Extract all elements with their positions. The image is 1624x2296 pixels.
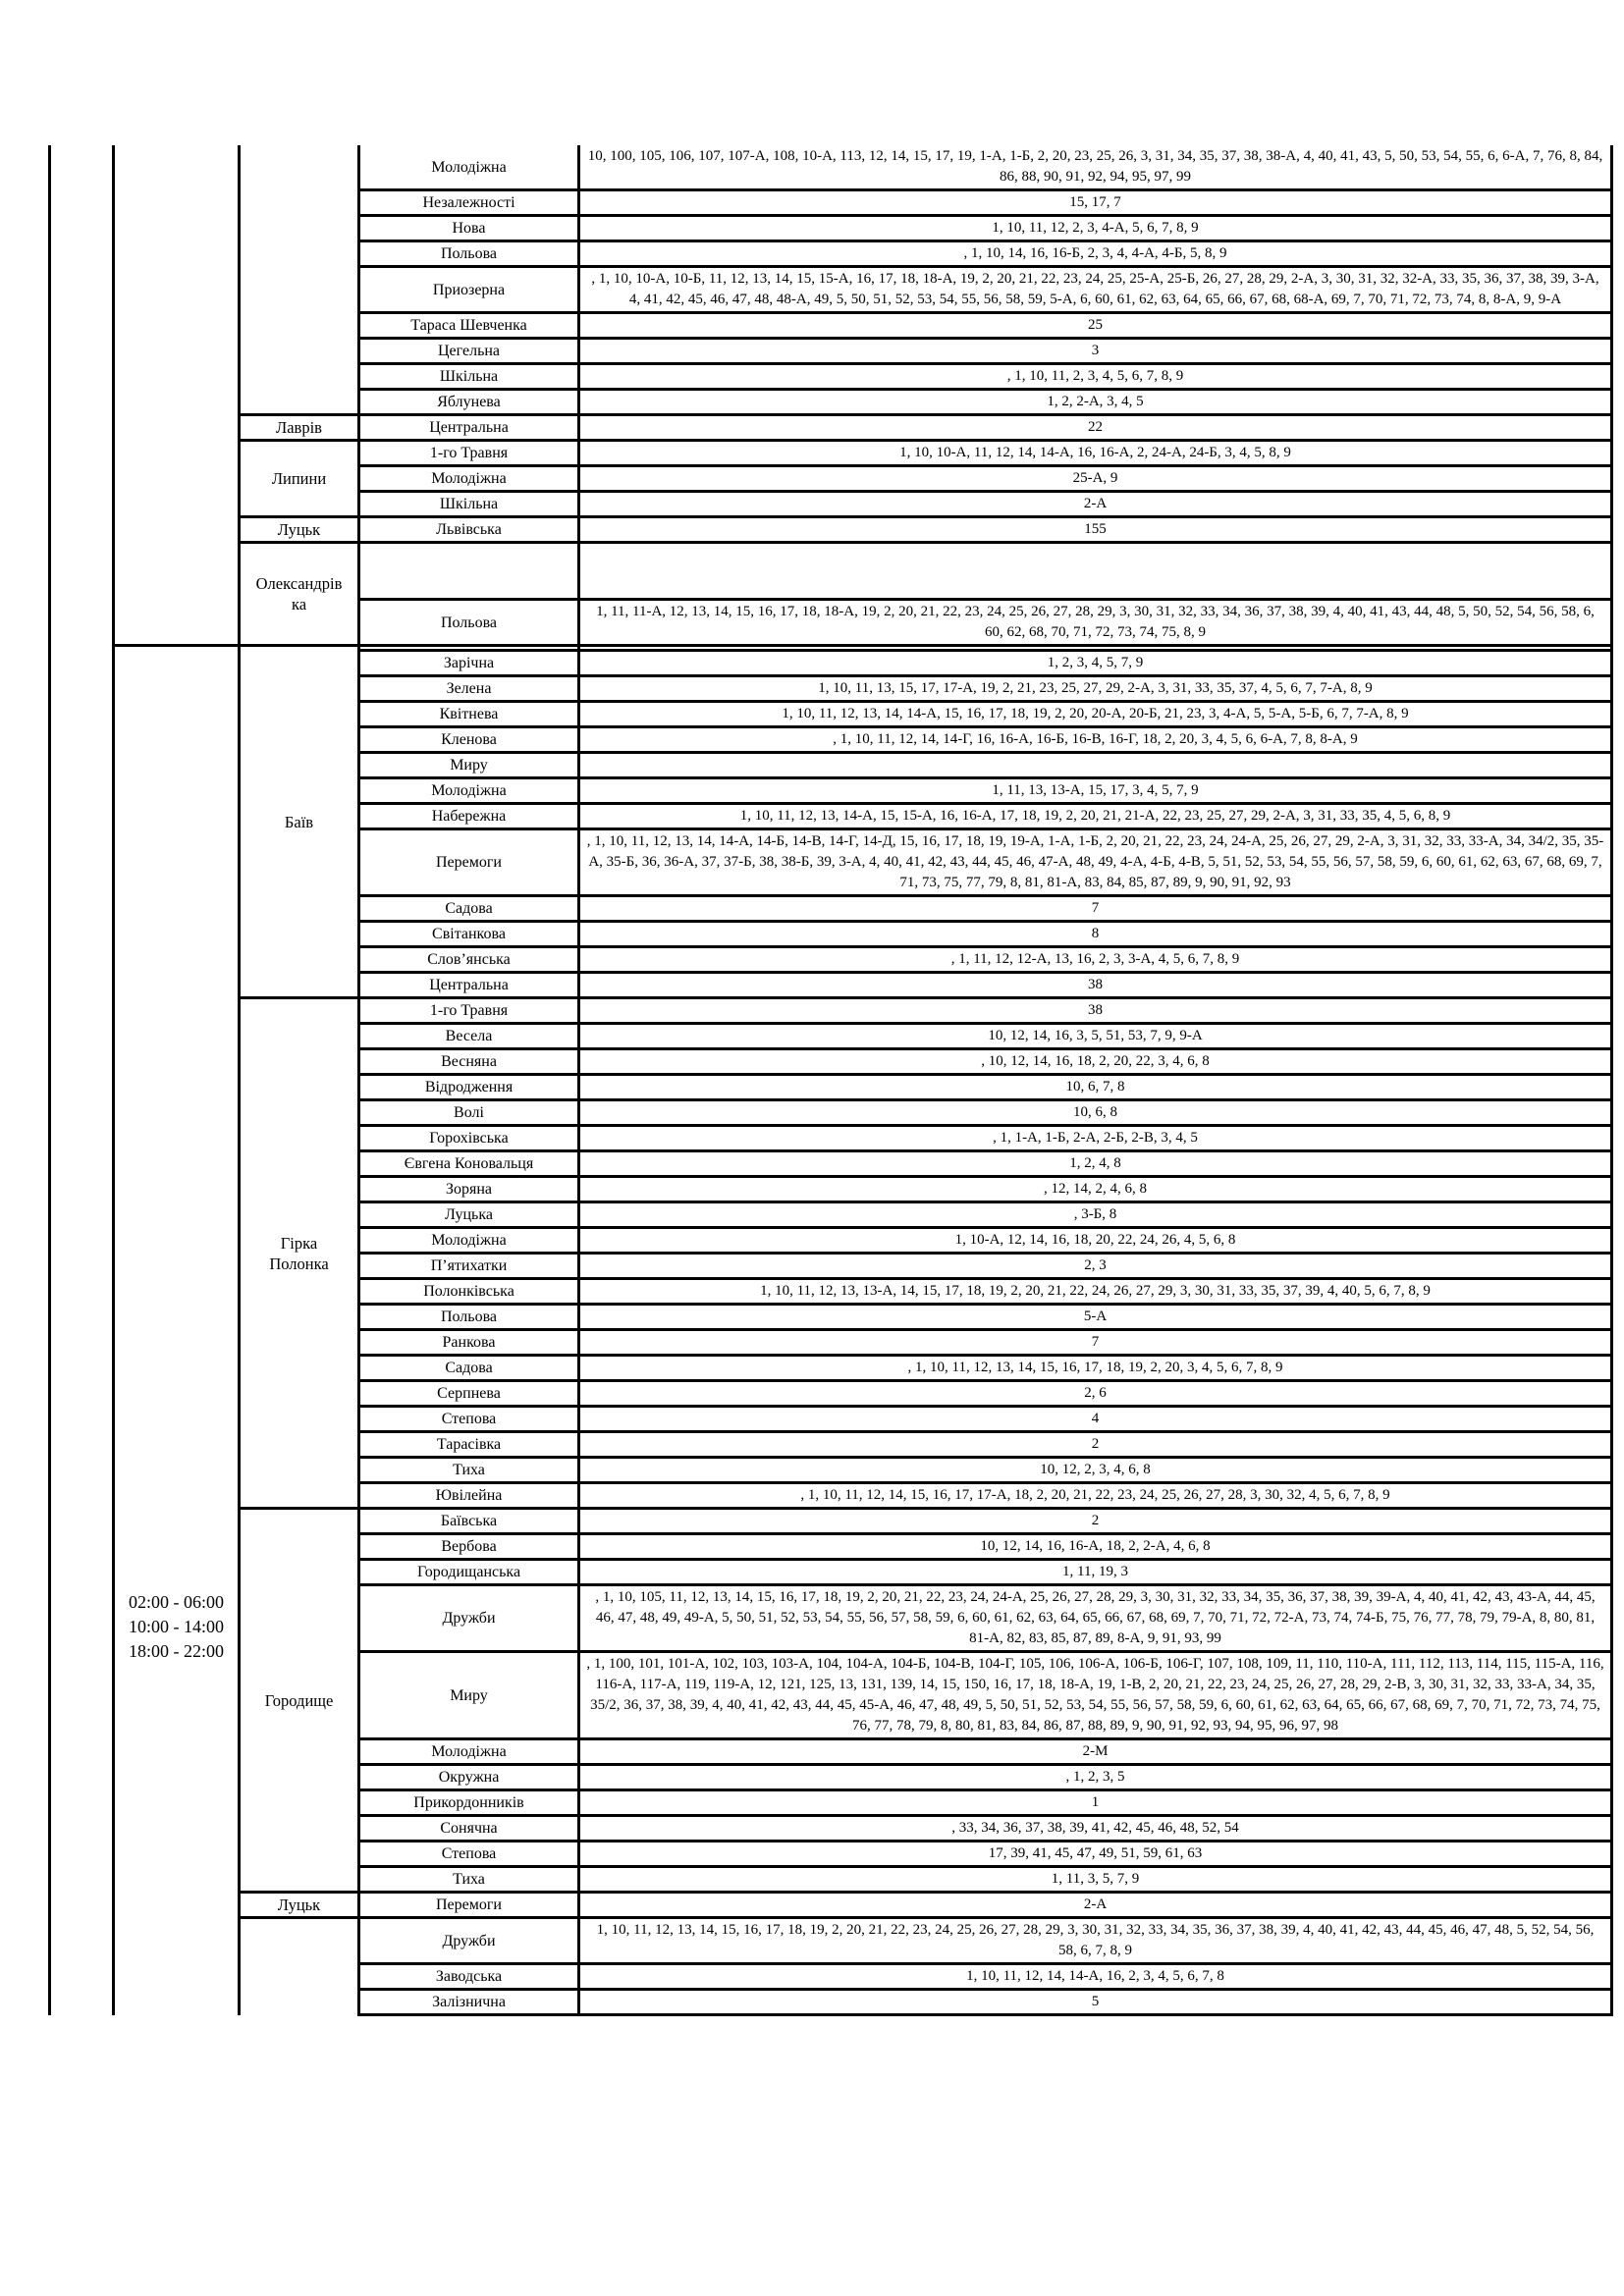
street-name-cell: Миру xyxy=(359,1652,579,1739)
house-numbers-cell: 2 xyxy=(579,1509,1612,1534)
street-name-cell xyxy=(359,543,579,600)
house-numbers-cell: 1, 2, 3, 4, 5, 7, 9 xyxy=(579,651,1612,676)
street-name-cell: Серпнева xyxy=(359,1381,579,1407)
house-numbers-cell: 25 xyxy=(579,313,1612,339)
house-numbers-cell: 10, 6, 7, 8 xyxy=(579,1075,1612,1100)
time-slot-cell-carryover xyxy=(114,145,240,646)
street-name-cell: Євгена Коновальця xyxy=(359,1151,579,1177)
house-numbers-cell: , 12, 14, 2, 4, 6, 8 xyxy=(579,1177,1612,1202)
house-numbers-cell: , 1, 10, 105, 11, 12, 13, 14, 15, 16, 17, 18, 19, 2, 20, 21, 22, 23, 24, 24-А, 25, 26, 27, 28, 29, 3, 30, 31, 32, 33, 34, 35, 36, 37, 38, 39, 39-А, 4, 40, 41, 42, 43, 43-А, 44, 45, 46, 47, 48, 49, 49-А, 5, 50, 51, 52, 53, 54, 55, 56, 57, 58, 59, 6, 60, 61, 62, 63, 64, 65, 66, 67, 68, 69, 7, 70, 71, 72, 72-А, 73, 74, 74-Б, 75, 76, 77, 78, 79, 79-А, 8, 80, 81, 81-А, 82, 83, 85, 87, 89, 8-А, 9, 91, 93, 99 xyxy=(579,1585,1612,1652)
time-slot: 18:00 - 22:00 xyxy=(129,1641,224,1661)
house-numbers-cell: 1, 10-А, 12, 14, 16, 18, 20, 22, 24, 26, 4, 5, 6, 8 xyxy=(579,1228,1612,1254)
street-name-cell: Зелена xyxy=(359,676,579,702)
street-name-cell: Перемоги xyxy=(359,829,579,896)
house-numbers-cell: , 1, 10, 14, 16, 16-Б, 2, 3, 4, 4-А, 4-Б, 5, 8, 9 xyxy=(579,241,1612,267)
house-numbers-cell: 2 xyxy=(579,1432,1612,1458)
street-name-cell: Незалежності xyxy=(359,190,579,216)
house-numbers-cell: 3 xyxy=(579,339,1612,364)
street-name-cell: Приозерна xyxy=(359,267,579,313)
house-numbers-cell: 22 xyxy=(579,415,1612,441)
house-numbers-cell: 1, 10, 10-А, 11, 12, 14, 14-А, 16, 16-А, 2, 24-А, 24-Б, 3, 4, 5, 8, 9 xyxy=(579,441,1612,466)
street-name-cell: 1-го Травня xyxy=(359,441,579,466)
street-name-cell: Світанкова xyxy=(359,922,579,947)
street-name-cell: Городищанська xyxy=(359,1560,579,1585)
street-name-cell: Ранкова xyxy=(359,1330,579,1356)
street-name-cell: Окружна xyxy=(359,1765,579,1790)
house-numbers-cell: 8 xyxy=(579,922,1612,947)
street-name-cell: Луцька xyxy=(359,1202,579,1228)
street-name-cell: Весела xyxy=(359,1024,579,1049)
house-numbers-cell: , 1, 10, 11, 2, 3, 4, 5, 6, 7, 8, 9 xyxy=(579,364,1612,390)
settlement-cell: Гірка Полонка xyxy=(240,998,359,1509)
house-numbers-cell: 1, 10, 11, 12, 13, 14-А, 15, 15-А, 16, 16-А, 17, 18, 19, 2, 20, 21, 21-А, 22, 23, 25, 27, 29, 2-А, 3, 31, 33, 35, 4, 5, 6, 8, 9 xyxy=(579,804,1612,829)
house-numbers-cell: 10, 12, 14, 16, 16-А, 18, 2, 2-А, 4, 6, 8 xyxy=(579,1534,1612,1560)
house-numbers-cell: 1, 2, 2-А, 3, 4, 5 xyxy=(579,390,1612,415)
street-name-cell: Польова xyxy=(359,241,579,267)
house-numbers-cell: 4 xyxy=(579,1407,1612,1432)
house-numbers-cell: 1, 10, 11, 12, 13, 13-А, 14, 15, 17, 18, 19, 2, 20, 21, 22, 24, 26, 27, 29, 3, 30, 31, 33, 35, 37, 39, 4, 40, 5, 6, 7, 8, 9 xyxy=(579,1279,1612,1305)
street-name-cell: Степова xyxy=(359,1407,579,1432)
street-name-cell: Львівська xyxy=(359,517,579,543)
street-name-cell: Відродження xyxy=(359,1075,579,1100)
street-name-cell: Квітнева xyxy=(359,702,579,727)
house-numbers-cell: 25-А, 9 xyxy=(579,466,1612,492)
street-name-cell: Кленова xyxy=(359,727,579,753)
time-slot: 10:00 - 14:00 xyxy=(129,1617,224,1636)
street-name-cell: 1-го Травня xyxy=(359,998,579,1024)
street-name-cell: Молодіжна xyxy=(359,145,579,190)
table-row xyxy=(50,1509,1612,1534)
house-numbers-cell: 1 xyxy=(579,1790,1612,1816)
street-name-cell: Набережна xyxy=(359,804,579,829)
house-numbers-cell: 10, 6, 8 xyxy=(579,1100,1612,1126)
street-name-cell: Польова xyxy=(359,1305,579,1330)
settlement-cell: Баїв xyxy=(240,646,359,998)
street-name-cell: Залізнична xyxy=(359,1990,579,2015)
street-name-cell: Тарасівка xyxy=(359,1432,579,1458)
house-numbers-cell: 1, 11, 11-А, 12, 13, 14, 15, 16, 17, 18, 18-А, 19, 2, 20, 21, 22, 23, 24, 25, 26, 27, 28, 29, 3, 30, 31, 32, 33, 34, 36, 37, 38, 39, 4, 40, 41, 43, 44, 48, 5, 50, 52, 54, 56, 58, 6, 60, 62, 68, 70, 71, 72, 73, 74, 75, 8, 9 xyxy=(579,600,1612,646)
street-name-cell: Молодіжна xyxy=(359,466,579,492)
house-numbers-cell: 7 xyxy=(579,1330,1612,1356)
table-row xyxy=(50,415,1612,441)
house-numbers-cell xyxy=(579,543,1612,600)
house-numbers-cell: 17, 39, 41, 45, 47, 49, 51, 59, 61, 63 xyxy=(579,1842,1612,1867)
house-numbers-cell: 2, 3 xyxy=(579,1254,1612,1279)
street-name-cell: Вербова xyxy=(359,1534,579,1560)
house-numbers-cell: 5-А xyxy=(579,1305,1612,1330)
street-name-cell: Нова xyxy=(359,216,579,241)
house-numbers-cell: 38 xyxy=(579,998,1612,1024)
house-numbers-cell: 10, 100, 105, 106, 107, 107-А, 108, 10-А, 113, 12, 14, 15, 17, 19, 1-А, 1-Б, 2, 20, 23, 25, 26, 3, 31, 34, 35, 37, 38, 38-А, 4, 40, 41, 43, 5, 50, 53, 54, 55, 6, 6-А, 7, 76, 8, 84, 86, 88, 90, 91, 92, 94, 95, 97, 99 xyxy=(579,145,1612,190)
table-row xyxy=(50,1893,1612,1918)
settlement-cell xyxy=(240,145,359,415)
street-name-cell: Зарічна xyxy=(359,651,579,676)
left-margin-column xyxy=(50,145,114,2015)
settlement-cell: Липини xyxy=(240,441,359,517)
street-name-cell: Центральна xyxy=(359,415,579,441)
house-numbers-cell: 10, 12, 2, 3, 4, 6, 8 xyxy=(579,1458,1612,1483)
house-numbers-cell: , 1, 10, 10-А, 10-Б, 11, 12, 13, 14, 15, 15-А, 16, 17, 18, 18-А, 19, 2, 20, 21, 22, 23, 24, 25, 25-А, 25-Б, 26, 27, 28, 29, 2-А, 3, 30, 31, 32, 32-А, 33, 35, 36, 37, 38, 39, 3-А, 4, 41, 42, 45, 46, 47, 48, 48-А, 49, 5, 50, 51, 52, 53, 54, 55, 56, 58, 59, 5-А, 6, 60, 61, 62, 63, 64, 65, 66, 67, 68, 68-А, 69, 7, 70, 71, 72, 73, 74, 8, 8-А, 9, 9-А xyxy=(579,267,1612,313)
table-row xyxy=(50,543,1612,600)
house-numbers-cell: , 1, 10, 11, 12, 13, 14, 15, 16, 17, 18, 19, 2, 20, 3, 4, 5, 6, 7, 8, 9 xyxy=(579,1356,1612,1381)
house-numbers-cell: 1, 11, 19, 3 xyxy=(579,1560,1612,1585)
house-numbers-cell: , 3-Б, 8 xyxy=(579,1202,1612,1228)
table-row xyxy=(50,998,1612,1024)
street-name-cell: Садова xyxy=(359,1356,579,1381)
street-name-cell: Волі xyxy=(359,1100,579,1126)
house-numbers-cell: 10, 12, 14, 16, 3, 5, 51, 53, 7, 9, 9-А xyxy=(579,1024,1612,1049)
house-numbers-cell: 1, 11, 3, 5, 7, 9 xyxy=(579,1867,1612,1893)
street-name-cell: Зоряна xyxy=(359,1177,579,1202)
time-slot: 02:00 - 06:00 xyxy=(129,1592,224,1612)
street-name-cell: Цегельна xyxy=(359,339,579,364)
street-name-cell: Яблунева xyxy=(359,390,579,415)
house-numbers-cell: 38 xyxy=(579,973,1612,998)
house-numbers-cell: , 33, 34, 36, 37, 38, 39, 41, 42, 45, 46, 48, 52, 54 xyxy=(579,1816,1612,1842)
street-name-cell: П’ятихатки xyxy=(359,1254,579,1279)
settlement-cell: Луцьк xyxy=(240,1893,359,1918)
house-numbers-cell: 15, 17, 7 xyxy=(579,190,1612,216)
street-name-cell: Полонківська xyxy=(359,1279,579,1305)
street-name-cell: Перемоги xyxy=(359,1893,579,1918)
house-numbers-cell: 1, 10, 11, 12, 13, 14, 14-А, 15, 16, 17, 18, 19, 2, 20, 20-А, 20-Б, 21, 23, 3, 4-А, 5, 5-А, 5-Б, 6, 7, 7-А, 8, 9 xyxy=(579,702,1612,727)
street-name-cell: Заводська xyxy=(359,1964,579,1990)
outage-schedule-table xyxy=(48,145,1613,2016)
street-name-cell: Шкільна xyxy=(359,364,579,390)
table-row xyxy=(50,441,1612,466)
street-name-cell: Шкільна xyxy=(359,492,579,517)
house-numbers-cell: 5 xyxy=(579,1990,1612,2015)
house-numbers-cell: , 1, 1-А, 1-Б, 2-А, 2-Б, 2-В, 3, 4, 5 xyxy=(579,1126,1612,1151)
house-numbers-cell: , 1, 10, 11, 12, 14, 14-Г, 16, 16-А, 16-Б, 16-В, 16-Г, 18, 2, 20, 3, 4, 5, 6, 6-А, 7, 8, 8-А, 9 xyxy=(579,727,1612,753)
street-name-cell: Степова xyxy=(359,1842,579,1867)
house-numbers-cell: 1, 10, 11, 12, 13, 14, 15, 16, 17, 18, 19, 2, 20, 21, 22, 23, 24, 25, 26, 27, 28, 29, 3, 30, 31, 32, 33, 34, 35, 36, 37, 38, 39, 4, 40, 41, 42, 43, 44, 45, 46, 47, 48, 5, 52, 54, 56, 58, 6, 7, 8, 9 xyxy=(579,1918,1612,1964)
house-numbers-cell: , 1, 10, 11, 12, 14, 15, 16, 17, 17-А, 18, 2, 20, 21, 22, 23, 24, 25, 26, 27, 28, 3, 30, 32, 4, 5, 6, 7, 8, 9 xyxy=(579,1483,1612,1509)
table-row xyxy=(50,517,1612,543)
street-name-cell: Весняна xyxy=(359,1049,579,1075)
house-numbers-cell: 155 xyxy=(579,517,1612,543)
settlement-cell: Лаврів xyxy=(240,415,359,441)
house-numbers-cell: , 1, 2, 3, 5 xyxy=(579,1765,1612,1790)
street-name-cell: Баївська xyxy=(359,1509,579,1534)
street-name-cell: Тиха xyxy=(359,1458,579,1483)
house-numbers-cell: 2-М xyxy=(579,1739,1612,1765)
street-name-cell: Горохівська xyxy=(359,1126,579,1151)
street-name-cell: Ювілейна xyxy=(359,1483,579,1509)
settlement-cell: Олександрівка xyxy=(240,543,359,646)
house-numbers-cell: , 1, 10, 11, 12, 13, 14, 14-А, 14-Б, 14-В, 14-Г, 14-Д, 15, 16, 17, 18, 19, 19-А, 1-А, 1-Б, 2, 20, 21, 22, 23, 24, 24-А, 25, 26, 27, 29, 2-А, 3, 31, 32, 33, 33-А, 34, 34/2, 35, 35-А, 35-Б, 36, 36-А, 37, 37-Б, 38, 38-Б, 39, 3-А, 4, 40, 41, 42, 43, 44, 45, 46, 47-А, 48, 49, 4-А, 4-Б, 4-В, 5, 51, 52, 53, 54, 55, 56, 57, 58, 59, 6, 60, 61, 62, 63, 67, 68, 69, 7, 71, 73, 75, 77, 79, 8, 81, 81-А, 83, 84, 85, 87, 89, 9, 90, 91, 92, 93 xyxy=(579,829,1612,896)
settlement-cell xyxy=(240,1918,359,2015)
house-numbers-cell: 7 xyxy=(579,896,1612,922)
house-numbers-cell: 1, 10, 11, 13, 15, 17, 17-А, 19, 2, 21, 23, 25, 27, 29, 2-А, 3, 31, 33, 35, 37, 4, 5, 6, 7, 7-А, 8, 9 xyxy=(579,676,1612,702)
street-name-cell: Молодіжна xyxy=(359,778,579,804)
street-name-cell: Дружби xyxy=(359,1585,579,1652)
settlement-cell: Городище xyxy=(240,1509,359,1893)
street-name-cell: Тараса Шевченка xyxy=(359,313,579,339)
settlement-cell: Луцьк xyxy=(240,517,359,543)
house-numbers-cell: 2-А xyxy=(579,492,1612,517)
street-name-cell: Тиха xyxy=(359,1867,579,1893)
time-slot-cell xyxy=(114,646,240,2015)
street-name-cell: Польова xyxy=(359,600,579,646)
house-numbers-cell: 1, 2, 4, 8 xyxy=(579,1151,1612,1177)
street-name-cell: Сонячна xyxy=(359,1816,579,1842)
house-numbers-cell: 1, 10, 11, 12, 2, 3, 4-А, 5, 6, 7, 8, 9 xyxy=(579,216,1612,241)
street-name-cell: Молодіжна xyxy=(359,1739,579,1765)
house-numbers-cell: , 1, 100, 101, 101-А, 102, 103, 103-А, 104, 104-А, 104-Б, 104-В, 104-Г, 105, 106, 106-А, 106-Б, 106-Г, 107, 108, 109, 11, 110, 110-А, 111, 112, 113, 114, 115, 115-А, 116, 116-А, 117-А, 119, 119-А, 12, 121, 125, 13, 131, 139, 14, 15, 150, 16, 17, 18, 18-А, 19, 1-В, 2, 20, 21, 22, 23, 24, 25, 26, 27, 28, 29, 2-В, 3, 30, 31, 32, 33, 33-А, 34, 35, 35/2, 36, 37, 38, 39, 4, 40, 41, 42, 43, 44, 45, 45-А, 46, 47, 48, 49, 5, 50, 51, 52, 53, 54, 55, 56, 57, 58, 59, 6, 60, 61, 62, 63, 64, 65, 66, 67, 68, 69, 7, 70, 71, 72, 73, 74, 75, 76, 77, 78, 79, 8, 80, 81, 83, 84, 86, 87, 88, 89, 9, 90, 91, 92, 93, 94, 95, 96, 97, 98 xyxy=(579,1652,1612,1739)
street-name-cell: Слов’янська xyxy=(359,947,579,973)
table-row xyxy=(50,1918,1612,1964)
street-name-cell: Прикордонників xyxy=(359,1790,579,1816)
street-name-cell: Молодіжна xyxy=(359,1228,579,1254)
street-name-cell: Садова xyxy=(359,896,579,922)
house-numbers-cell: 1, 10, 11, 12, 14, 14-А, 16, 2, 3, 4, 5, 6, 7, 8 xyxy=(579,1964,1612,1990)
house-numbers-cell xyxy=(579,753,1612,778)
street-name-cell: Центральна xyxy=(359,973,579,998)
house-numbers-cell: 1, 11, 13, 13-А, 15, 17, 3, 4, 5, 7, 9 xyxy=(579,778,1612,804)
house-numbers-cell: , 10, 12, 14, 16, 18, 2, 20, 22, 3, 4, 6, 8 xyxy=(579,1049,1612,1075)
street-name-cell: Дружби xyxy=(359,1918,579,1964)
table-row xyxy=(50,145,1612,190)
house-numbers-cell: 2, 6 xyxy=(579,1381,1612,1407)
house-numbers-cell: , 1, 11, 12, 12-А, 13, 16, 2, 3, 3-А, 4, 5, 6, 7, 8, 9 xyxy=(579,947,1612,973)
time-slots xyxy=(121,1590,232,1664)
street-name-cell: Миру xyxy=(359,753,579,778)
house-numbers-cell: 2-А xyxy=(579,1893,1612,1918)
